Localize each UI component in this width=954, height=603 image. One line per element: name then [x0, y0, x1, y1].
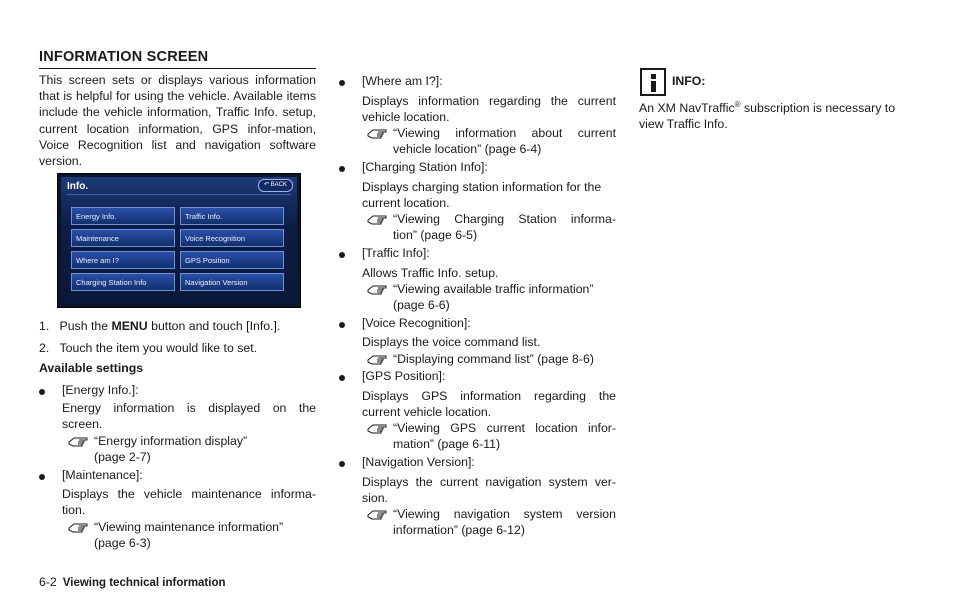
screen-back-button: ↶ BACK	[258, 179, 293, 192]
bullet	[39, 474, 45, 480]
info-text-line2: view Traffic Info.	[639, 117, 728, 131]
pointing-hand-icon	[367, 352, 393, 366]
screen-button-voice-recognition: Voice Recognition	[180, 229, 284, 247]
footer-title: Viewing technical information	[62, 577, 226, 589]
item-label: [Maintenance]:	[62, 468, 143, 482]
page-footer	[39, 574, 226, 591]
reference-text: “Viewing Charging Station informa-	[393, 212, 616, 226]
item-label: [Where am I?]:	[362, 74, 443, 88]
item-desc: screen.	[62, 417, 103, 431]
page-number: 6-2	[39, 575, 57, 589]
item-desc: Displays charging station information for the	[362, 180, 602, 194]
step-2: 2. Touch the item you would like to set.	[39, 341, 258, 355]
info-text-line1: An XM NavTraffic® subscription is necessary to	[639, 99, 896, 115]
reference-page: (page 2-7)	[94, 450, 151, 464]
screen-button-where-am-i: Where am I?	[71, 251, 175, 269]
bullet	[339, 461, 345, 467]
screen-button-traffic-info: Traffic Info.	[180, 207, 284, 225]
reference-text: “Viewing maintenance information”	[94, 520, 284, 534]
bullet	[339, 322, 345, 328]
item-desc: Energy information is displayed on the	[62, 401, 316, 415]
reference-page: mation” (page 6-11)	[393, 437, 501, 451]
intro-paragraph: This screen sets or displays various information that is helpful for using the vehicle. Available items include the vehicle information, Traffic Info. setup, current location information, GPS infor-mation, Voice Recognition list and navigation software version.	[39, 73, 316, 169]
item-label: [Energy Info.]:	[62, 383, 139, 397]
pointing-hand-icon	[367, 212, 393, 226]
screen-button-gps-position: GPS Position	[180, 251, 284, 269]
item-desc: vehicle location.	[362, 110, 450, 124]
item-label: [GPS Position]:	[362, 369, 446, 383]
reference-text: “Viewing information about current	[393, 126, 616, 140]
screen-button-energy-info: Energy Info.	[71, 207, 175, 225]
reference-text: “Viewing GPS current location infor-	[393, 421, 616, 435]
info-icon	[640, 68, 666, 96]
item-desc: Allows Traffic Info. setup.	[362, 266, 499, 280]
pointing-hand-icon	[367, 507, 393, 521]
bullet	[39, 389, 45, 395]
item-label: [Voice Recognition]:	[362, 316, 471, 330]
item-desc: Displays information regarding the current	[362, 94, 616, 108]
screen-button-maintenance: Maintenance	[71, 229, 175, 247]
reference-page: (page 6-3)	[94, 536, 151, 550]
bullet	[339, 166, 345, 172]
item-label: [Traffic Info]:	[362, 246, 430, 260]
screen-title: Info.	[67, 181, 89, 192]
reference-page: vehicle location” (page 6-4)	[393, 142, 542, 156]
item-desc: Displays GPS information regarding the	[362, 389, 616, 403]
bullet	[339, 375, 345, 381]
available-settings-heading: Available settings	[39, 361, 144, 375]
reference-page: (page 6-6)	[393, 298, 450, 312]
reference-text: “Viewing navigation system version	[393, 507, 616, 521]
bullet	[339, 80, 345, 86]
reference-text: “Energy information display”	[94, 434, 248, 448]
item-desc: sion.	[362, 491, 388, 505]
item-desc: tion.	[62, 503, 86, 517]
screen-button-charging-station: Charging Station Info	[71, 273, 175, 291]
item-desc: Displays the current navigation system ver-	[362, 475, 616, 489]
item-desc: current location.	[362, 196, 450, 210]
pointing-hand-icon	[68, 520, 94, 534]
info-screen-image	[57, 173, 301, 308]
reference-page: tion” (page 6-5)	[393, 228, 478, 242]
pointing-hand-icon	[367, 421, 393, 435]
item-desc: Displays the voice command list.	[362, 335, 541, 349]
reference-page: information” (page 6-12)	[393, 523, 525, 537]
pointing-hand-icon	[367, 282, 393, 296]
pointing-hand-icon	[367, 126, 393, 140]
item-label: [Charging Station Info]:	[362, 160, 488, 174]
item-desc: Displays the vehicle maintenance informa-	[62, 487, 316, 501]
item-label: [Navigation Version]:	[362, 455, 475, 469]
step-1: 1. Push the MENU button and touch [Info.].	[39, 319, 281, 333]
reference-text: “Displaying command list” (page 8-6)	[393, 352, 594, 366]
reference-text: “Viewing available traffic information”	[393, 282, 594, 296]
info-title: INFO:	[672, 74, 706, 88]
screen-button-navigation-version: Navigation Version	[180, 273, 284, 291]
screen-divider	[67, 194, 291, 195]
section-heading: INFORMATION SCREEN	[39, 49, 316, 69]
item-desc: current vehicle location.	[362, 405, 492, 419]
bullet	[339, 252, 345, 258]
pointing-hand-icon	[68, 434, 94, 448]
